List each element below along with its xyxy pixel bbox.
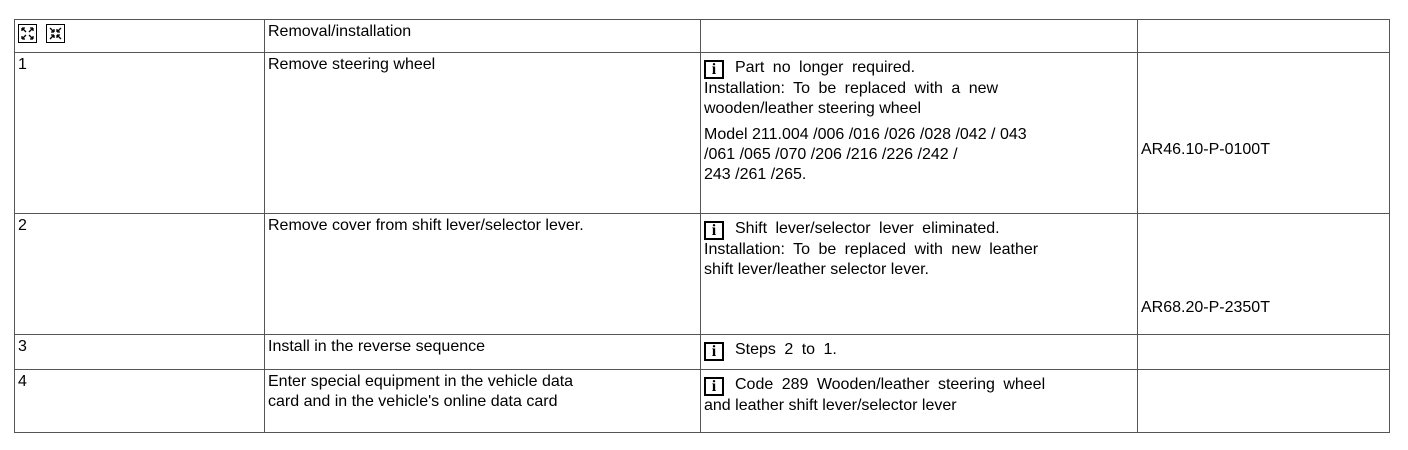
step-number: 3 xyxy=(15,335,265,370)
table-header-row xyxy=(15,20,1390,53)
step-note xyxy=(701,53,1138,214)
header-note-cell xyxy=(701,20,1138,53)
model-line: Model 211.004 /006 /016 /026 /028 /042 / 043 xyxy=(704,126,1027,143)
note-line: shift lever/leather selector lever. xyxy=(704,261,929,278)
model-line: 243 /261 /265. xyxy=(704,166,807,183)
step-action: Install in the reverse sequence xyxy=(265,335,701,370)
step-reference-cell xyxy=(1138,53,1390,214)
step-reference-link[interactable]: AR68.20-P-2350T xyxy=(1141,299,1270,316)
step-number: 4 xyxy=(15,370,265,433)
note-line: and leather shift lever/selector lever xyxy=(704,397,957,414)
note-intro: Code 289 Wooden/leather steering wheel xyxy=(735,376,1046,393)
table-row xyxy=(15,214,1390,335)
table-row xyxy=(15,335,1390,370)
note-intro: Shift lever/selector lever eliminated. xyxy=(735,220,1000,237)
info-icon: i xyxy=(704,60,724,79)
step-note xyxy=(701,370,1138,433)
note-intro: Part no longer required. xyxy=(735,59,916,76)
step-reference-link[interactable]: AR46.10-P-0100T xyxy=(1141,141,1270,158)
action-line: card and in the vehicle's online data card xyxy=(268,393,558,410)
action-line: Enter special equipment in the vehicle data xyxy=(268,373,574,390)
note-line: Installation: To be replaced with new leather xyxy=(704,241,1039,258)
step-action: Remove steering wheel xyxy=(265,53,701,214)
note-line: Installation: To be replaced with a new xyxy=(704,80,999,97)
model-line: /061 /065 /070 /206 /216 /226 /242 / xyxy=(704,146,958,163)
step-number: 2 xyxy=(15,214,265,335)
step-note xyxy=(701,214,1138,335)
step-reference-cell xyxy=(1138,335,1390,370)
step-reference-cell xyxy=(1138,214,1390,335)
info-icon: i xyxy=(704,377,724,396)
info-icon: i xyxy=(704,342,724,361)
expand-all-icon[interactable] xyxy=(18,24,37,43)
header-icons-cell xyxy=(15,20,265,53)
note-line: wooden/leather steering wheel xyxy=(704,100,922,117)
step-reference-cell xyxy=(1138,370,1390,433)
step-action xyxy=(265,370,701,433)
header-ref-cell xyxy=(1138,20,1390,53)
step-note xyxy=(701,335,1138,370)
collapse-all-icon[interactable] xyxy=(46,24,65,43)
step-number: 1 xyxy=(15,53,265,214)
info-icon: i xyxy=(704,221,724,240)
header-title: Removal/installation xyxy=(265,20,701,53)
table-row xyxy=(15,53,1390,214)
procedure-table xyxy=(14,19,1390,433)
step-action: Remove cover from shift lever/selector lever. xyxy=(265,214,701,335)
table-row xyxy=(15,370,1390,433)
note-intro: Steps 2 to 1. xyxy=(735,341,837,358)
